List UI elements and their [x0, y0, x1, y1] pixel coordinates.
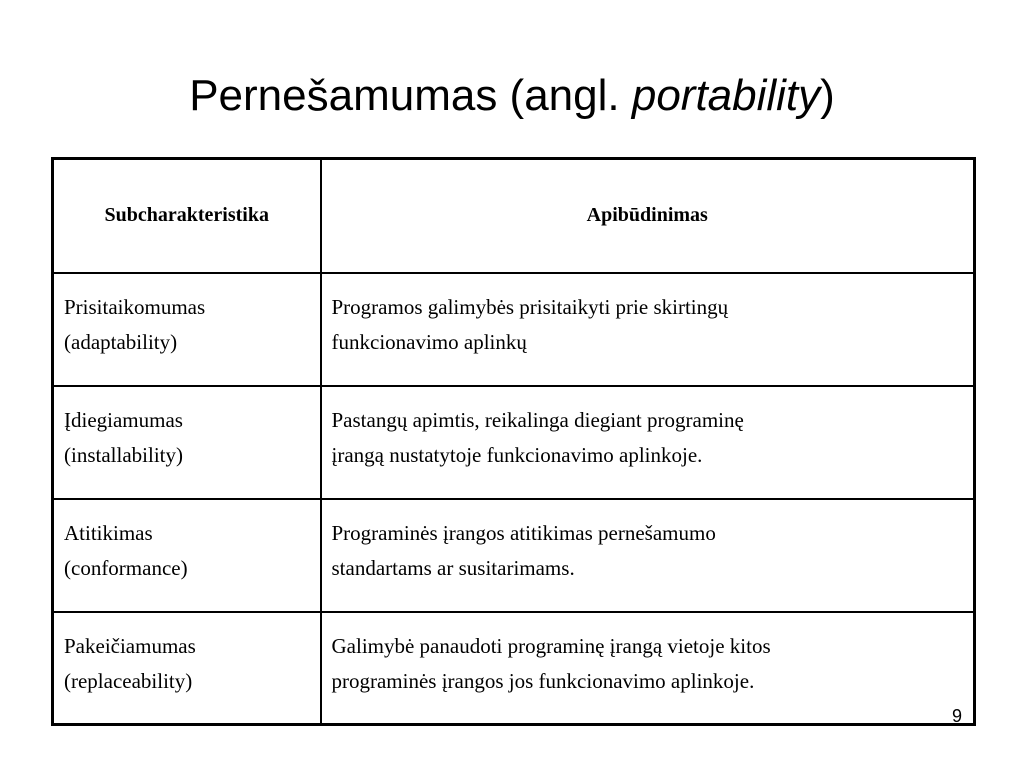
- slide-title-end: ): [820, 71, 835, 120]
- row-name-cell: [53, 273, 321, 386]
- slide-title-main: Pernešamumas (angl.: [189, 71, 632, 120]
- row-name-line: (conformance): [64, 555, 188, 580]
- row-description-line: Galimybė panaudoti programinę įrangą vietoje kitos: [331, 633, 771, 658]
- table-row: [53, 386, 975, 499]
- row-description-line: standartams ar susitarimams.: [331, 555, 575, 580]
- portability-table: [51, 157, 976, 726]
- row-name-line: Pakeičiamumas: [64, 633, 196, 658]
- row-name-line: (adaptability): [64, 329, 178, 354]
- row-description-line: Pastangų apimtis, reikalinga diegiant programinę: [331, 407, 744, 432]
- row-name-line: (installability): [64, 442, 183, 467]
- row-name-line: (replaceability): [64, 668, 193, 693]
- row-description-line: funkcionavimo aplinkų: [331, 329, 527, 354]
- page-number: 9: [951, 706, 962, 726]
- row-description-line: įrangą nustatytoje funkcionavimo aplinkoje.: [331, 442, 703, 467]
- row-description-line: Programinės įrangos atitikimas pernešamumo: [331, 520, 716, 545]
- slide-title: [0, 68, 1024, 124]
- row-name-line: Atitikimas: [64, 520, 153, 545]
- row-name-line: Įdiegiamumas: [64, 407, 183, 432]
- row-description-line: Programos galimybės prisitaikyti prie skirtingų: [331, 294, 729, 319]
- row-description-line: programinės įrangos jos funkcionavimo aplinkoje.: [331, 668, 755, 693]
- row-name-line: Prisitaikomumas: [64, 294, 206, 319]
- row-name-cell: [53, 386, 321, 499]
- row-description-cell: [321, 612, 975, 725]
- row-description-cell: [321, 386, 975, 499]
- row-name-cell: [53, 499, 321, 612]
- table-row: [53, 273, 975, 386]
- table-row: [53, 612, 975, 725]
- header-subcharacteristic: Subcharakteristika: [53, 159, 321, 273]
- row-description-cell: [321, 499, 975, 612]
- row-name-cell: [53, 612, 321, 725]
- slide-title-italic: portability: [631, 71, 821, 120]
- header-description: Apibūdinimas: [321, 159, 975, 273]
- table-row: [53, 499, 975, 612]
- row-description-cell: [321, 273, 975, 386]
- table-header-row: [53, 159, 975, 273]
